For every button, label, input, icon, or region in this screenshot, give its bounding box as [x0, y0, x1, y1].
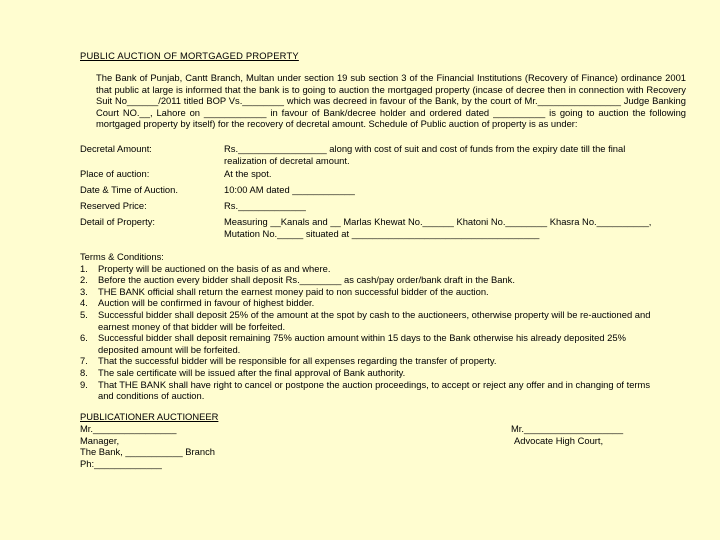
list-item [80, 332, 666, 355]
detail-label: Place of auction: [80, 168, 150, 179]
list-item [80, 286, 666, 298]
signature-line: The Bank, ___________ Branch [80, 446, 215, 458]
intro-paragraph: The Bank of Punjab, Cantt Branch, Multan under section 19 sub section 3 of the Financial Institutions (Recovery of Finance) ordinance 2001 that public at large is informed that the bank is to going to auction the mortgaged property (incase of decree then in connection with Recovery Suit No______/2011 titled BOP Vs.________ which was decreed in favour of the Bank, by the court of Mr.________________ Judge Banking Court NO.__, Lahore on ____________ in favour of Bank/decree holder and ordered dated __________ is going to auction the following mortgaged property by itself) for the recovery of decretal amount. Schedule of Public auction of property is as under: [96, 72, 686, 130]
term-number: 1. [80, 262, 88, 274]
list-item [80, 367, 666, 379]
signature-line: Manager, [80, 434, 120, 446]
detail-value: At the spot. [224, 168, 272, 179]
notice-title: PUBLIC AUCTION OF MORTGAGED PROPERTY [80, 50, 299, 61]
term-text: THE BANK official shall return the earnest money paid to non successful bidder of the auction. [98, 285, 489, 297]
term-text: That THE BANK shall have right to cancel or postpone the auction proceedings, to accept or reject any offer and in changing of terms and conditions of auction. [98, 378, 651, 402]
list-item [80, 274, 666, 286]
term-text: The sale certificate will be issued after the final approval of Bank authority. [98, 366, 406, 378]
terms-section [80, 251, 666, 402]
term-number: 9. [80, 378, 88, 390]
detail-label: Date & Time of Auction. [80, 184, 178, 195]
publication-heading: PUBLICATIONER AUCTIONEER [80, 411, 219, 422]
term-text: Property will be auctioned on the basis of as and where. [98, 262, 331, 274]
detail-value: 10:00 AM dated ____________ [224, 184, 355, 195]
term-number: 4. [80, 297, 88, 309]
detail-label: Decretal Amount: [80, 143, 152, 154]
list-item [80, 309, 666, 332]
terms-heading: Terms & Conditions: [80, 251, 164, 262]
term-number: 5. [80, 308, 88, 320]
detail-value: Rs._________________ along with cost of suit and cost of funds from the expiry date till the final realization of decretal amount. [224, 143, 626, 166]
signature-block-advocate [511, 423, 623, 446]
detail-value: Measuring __Kanals and __ Marlas Khewat No.______ Khatoni No.________ Khasra No.__________, Mutation No._____ situated at ____________________________________ [224, 216, 652, 239]
signature-line: Advocate High Court, [514, 434, 604, 446]
term-text: Before the auction every bidder shall deposit Rs.________ as cash/pay order/bank draft in the Bank. [98, 274, 515, 286]
list-item [80, 355, 666, 367]
term-number: 2. [80, 274, 88, 286]
term-number: 8. [80, 366, 88, 378]
detail-value: Rs._____________ [224, 200, 306, 211]
term-number: 6. [80, 332, 88, 344]
list-item [80, 263, 666, 275]
signature-block-manager [80, 423, 215, 469]
signature-line: Mr.________________ [80, 423, 177, 434]
detail-label: Reserved Price: [80, 200, 147, 211]
detail-label: Detail of Property: [80, 216, 156, 227]
term-text: That the successful bidder will be responsible for all expenses regarding the transfer of property. [98, 355, 497, 367]
list-item [80, 297, 666, 309]
term-text: Auction will be confirmed in favour of highest bidder. [98, 297, 315, 309]
term-text: Successful bidder shall deposit remaining 75% auction amount within 15 days to the Bank otherwise his already deposited 25% deposited amount will be forfeited. [98, 332, 626, 355]
term-number: 3. [80, 285, 88, 297]
list-item [80, 379, 666, 402]
signature-line: Mr.___________________ [511, 423, 624, 434]
terms-list [80, 263, 666, 402]
signature-line: Ph:_____________ [80, 457, 162, 469]
term-text: Successful bidder shall deposit 25% of the amount at the spot by cash to the auctioneers, otherwise property will be re-auctioned and earnest money of that bidder will be forfeited. [98, 308, 651, 332]
term-number: 7. [80, 355, 88, 367]
